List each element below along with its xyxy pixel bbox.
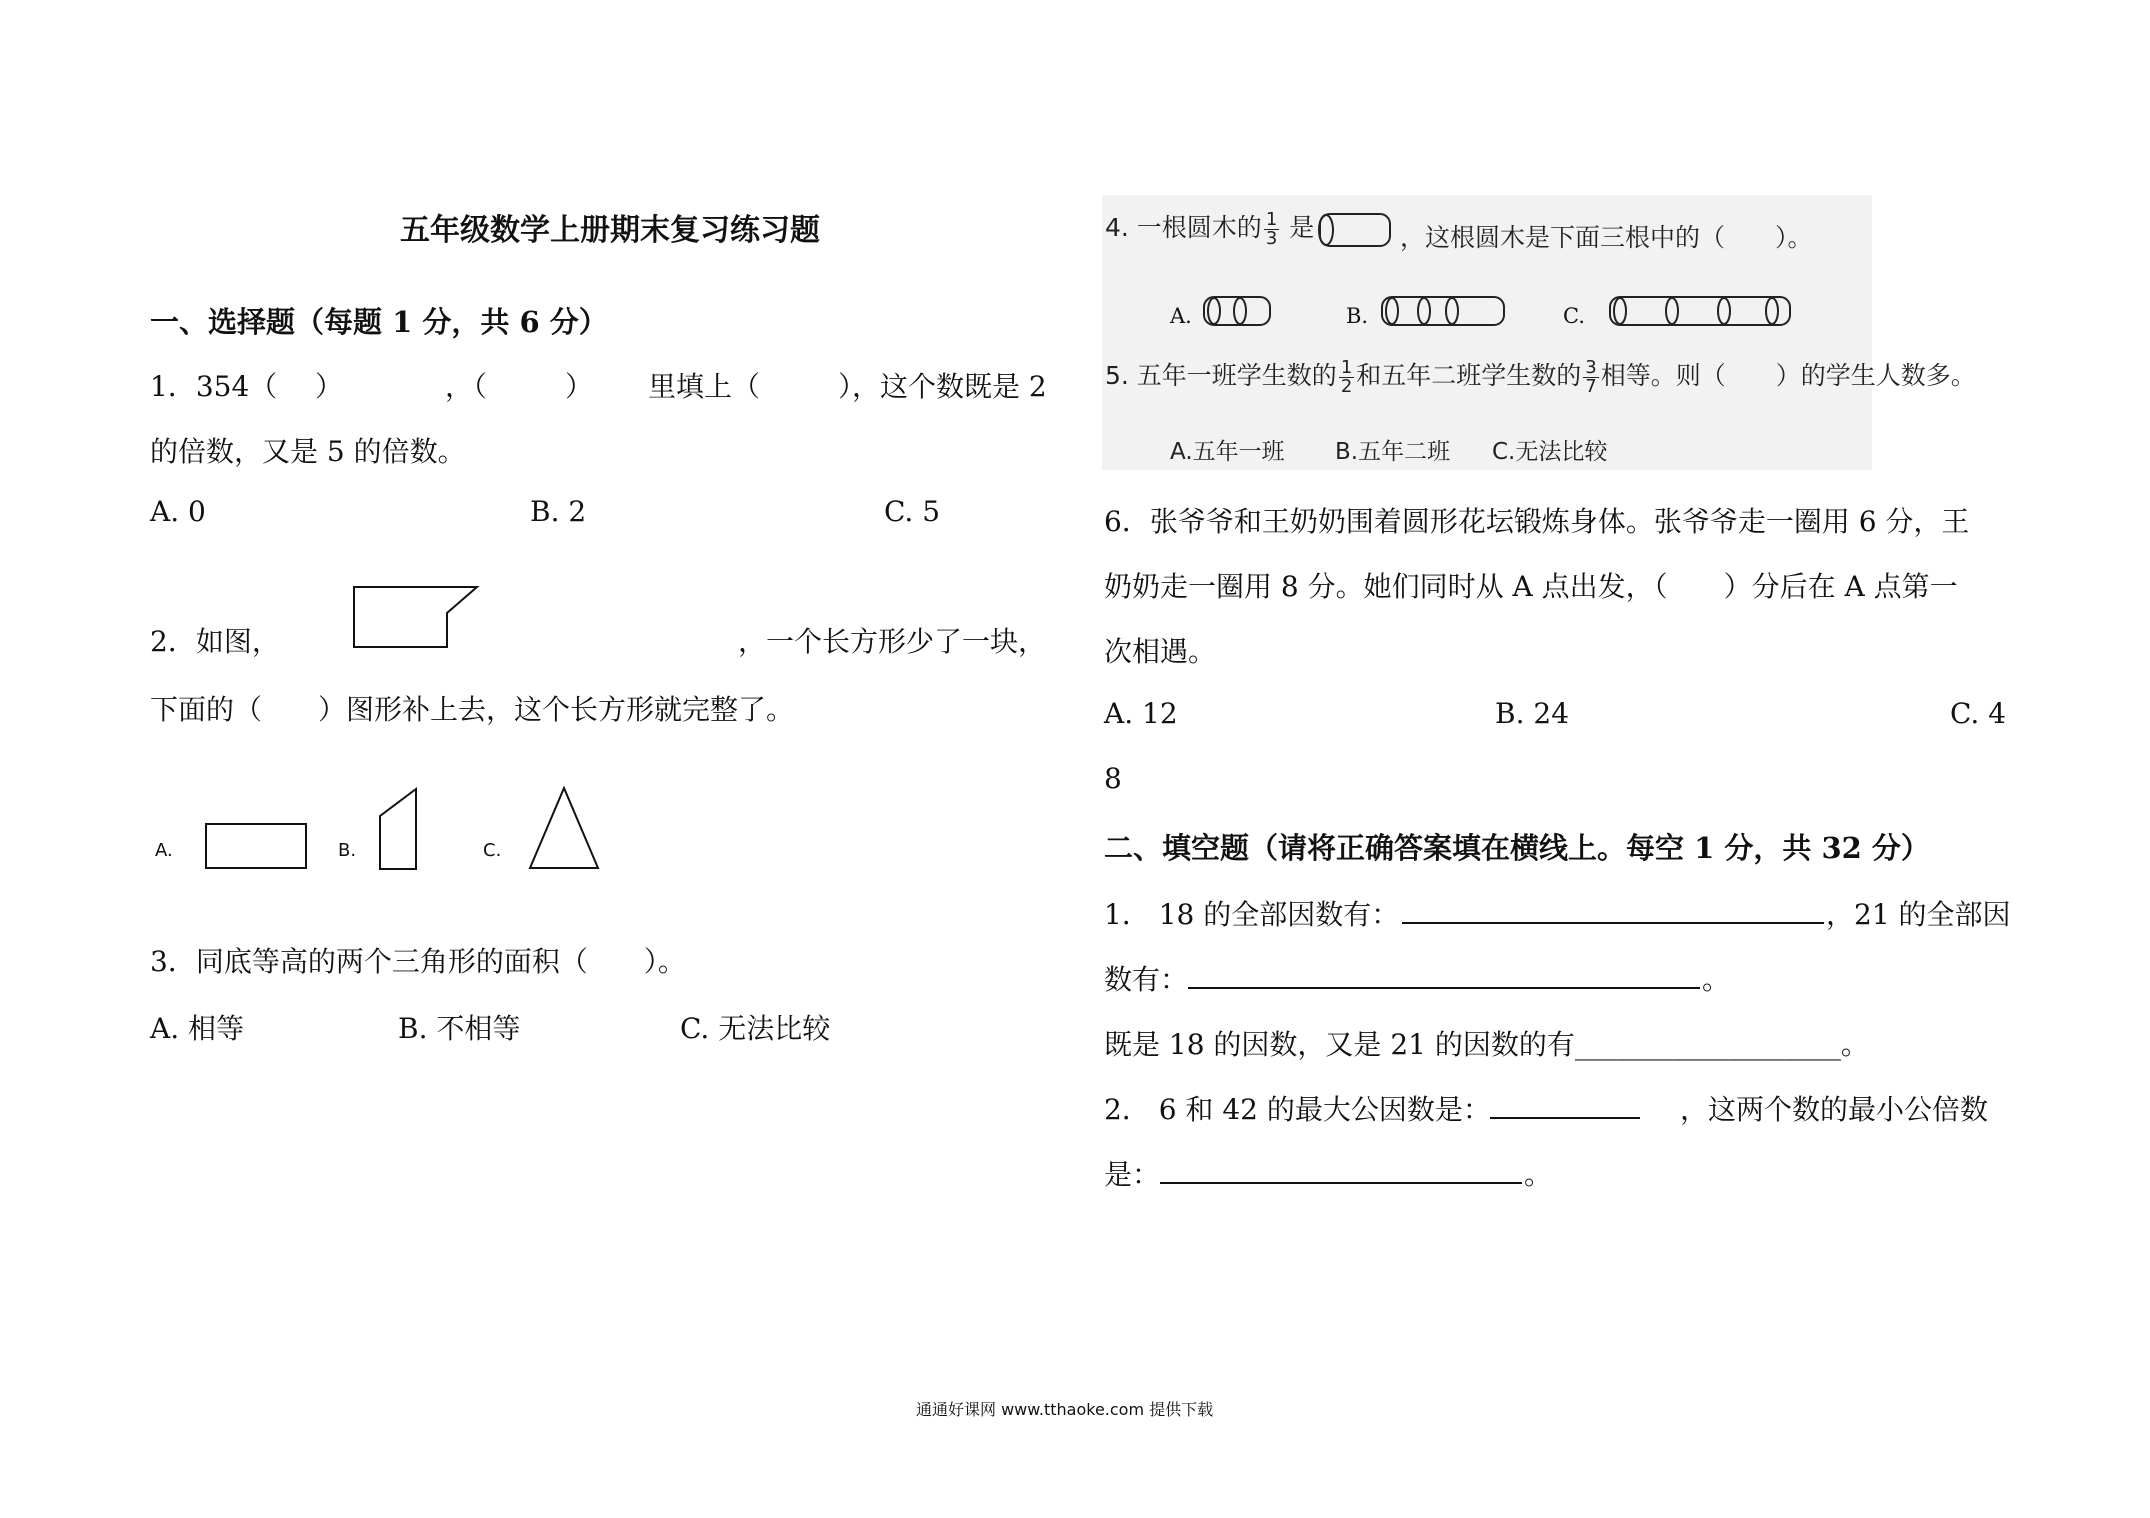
- q4-text-a: 4. 一根圆木的: [1105, 213, 1262, 242]
- q1-option-b: B. 2: [530, 495, 587, 528]
- q1-line2: 的倍数，又是 5 的倍数。: [150, 435, 466, 468]
- log-medium-icon: [1378, 293, 1510, 329]
- q5-line: [1105, 356, 1976, 396]
- f2-text-d: 。: [1524, 1158, 1553, 1191]
- f2-blank-2[interactable]: [1160, 1182, 1522, 1184]
- q1-text-e: 里填上（: [648, 370, 761, 403]
- rectangle-shape: [204, 822, 308, 870]
- section2-heading: 二、填空题（请将正确答案填在横线上。每空 1 分，共 32 分）: [1104, 831, 1930, 865]
- notched-rectangle-figure: [352, 585, 482, 650]
- q5-option-b: B.五年二班: [1335, 439, 1451, 465]
- f1-text-a: 1． 18 的全部因数有：: [1104, 898, 1400, 931]
- shape-label-a: A.: [155, 840, 173, 861]
- q1-text-c: ，（: [445, 370, 488, 403]
- f1-text-e: 既是 18 的因数，又是 21 的因数的有___________________。: [1104, 1028, 1869, 1061]
- q5-option-c: C.无法比较: [1492, 439, 1608, 465]
- q5-text-c: 相等。则（ ）的学生人数多。: [1600, 361, 1976, 390]
- f1-blank-1[interactable]: [1402, 922, 1824, 924]
- q3-option-a: A. 相等: [150, 1012, 245, 1045]
- q6-line1: 6．张爷爷和王奶奶围着圆形花坛锻炼身体。张爷爷走一圈用 6 分，王: [1104, 505, 1970, 538]
- q3-option-c: C. 无法比较: [680, 1012, 831, 1045]
- q5-fraction-2: $\frac{3}{7}$: [1585, 356, 1597, 397]
- q6-option-c: C. 4: [1950, 697, 2007, 730]
- shape-label-b: B.: [338, 840, 357, 861]
- f2-blank-1[interactable]: [1490, 1117, 1640, 1119]
- q4-fraction: $\frac{1}{3}$: [1265, 208, 1278, 249]
- q6-option-c-wrap: 8: [1104, 762, 1122, 795]
- q6-option-b: B. 24: [1495, 697, 1570, 730]
- q3-option-b: B. 不相等: [398, 1012, 521, 1045]
- triangle-shape: [526, 784, 602, 872]
- q5-option-a: A.五年一班: [1170, 439, 1285, 465]
- section1-heading: 一、选择题（每题 1 分，共 6 分）: [150, 305, 608, 339]
- q6-line2: 奶奶走一圈用 8 分。她们同时从 A 点出发，（ ）分后在 A 点第一: [1104, 570, 1958, 603]
- f2-text-a: 2． 6 和 42 的最大公因数是：: [1104, 1093, 1491, 1126]
- q4-option-a-label: A.: [1170, 304, 1192, 328]
- q1-text-f: ），这个数既是 2: [838, 370, 1047, 403]
- f2-text-c: 是：: [1104, 1158, 1161, 1191]
- footer-source: 通通好课网 www.tthaoke.com 提供下载: [916, 1400, 1214, 1419]
- q1-text-b: ）: [315, 370, 344, 403]
- q4-option-b-label: B.: [1346, 304, 1369, 328]
- page-title: 五年级数学上册期末复习练习题: [400, 213, 820, 248]
- f1-text-c: 数有：: [1104, 963, 1189, 996]
- f1-blank-2[interactable]: [1188, 987, 1700, 989]
- shape-label-c: C.: [483, 840, 502, 861]
- q2-text-a: 2．如图，: [150, 625, 280, 658]
- q5-fraction-1: $\frac{1}{2}$: [1340, 356, 1353, 397]
- trapezoid-shape: [376, 786, 422, 872]
- f2-text-b: ，这两个数的最小公倍数: [1680, 1093, 1989, 1126]
- log-piece-icon: [1312, 210, 1398, 250]
- f1-text-b: ，21 的全部因: [1826, 898, 2011, 931]
- q1-option-c: C. 5: [884, 495, 941, 528]
- log-long-icon: [1606, 293, 1796, 329]
- q2-line2: 下面的（ ）图形补上去，这个长方形就完整了。: [150, 693, 795, 726]
- q1-option-a: A. 0: [150, 495, 206, 528]
- q4-line: [1105, 208, 1314, 248]
- q6-option-a: A. 12: [1104, 697, 1178, 730]
- q4-text-b: 是: [1289, 213, 1315, 242]
- q1-text-a: 1．354（: [150, 370, 278, 403]
- q2-text-b: ，一个长方形少了一块，: [738, 625, 1047, 658]
- q5-text-a: 5. 五年一班学生数的: [1105, 361, 1337, 390]
- f1-text-d: 。: [1702, 963, 1731, 996]
- q4-option-c-label: C.: [1563, 304, 1585, 328]
- q1-text-d: ）: [565, 370, 594, 403]
- q5-text-b: 和五年二班学生数的: [1356, 361, 1582, 390]
- log-short-icon: [1200, 293, 1276, 329]
- q6-line3: 次相遇。: [1104, 635, 1217, 668]
- q4-text-c: ，这根圆木是下面三根中的（ ）。: [1400, 223, 1813, 252]
- q3-text: 3．同底等高的两个三角形的面积（ ）。: [150, 945, 686, 978]
